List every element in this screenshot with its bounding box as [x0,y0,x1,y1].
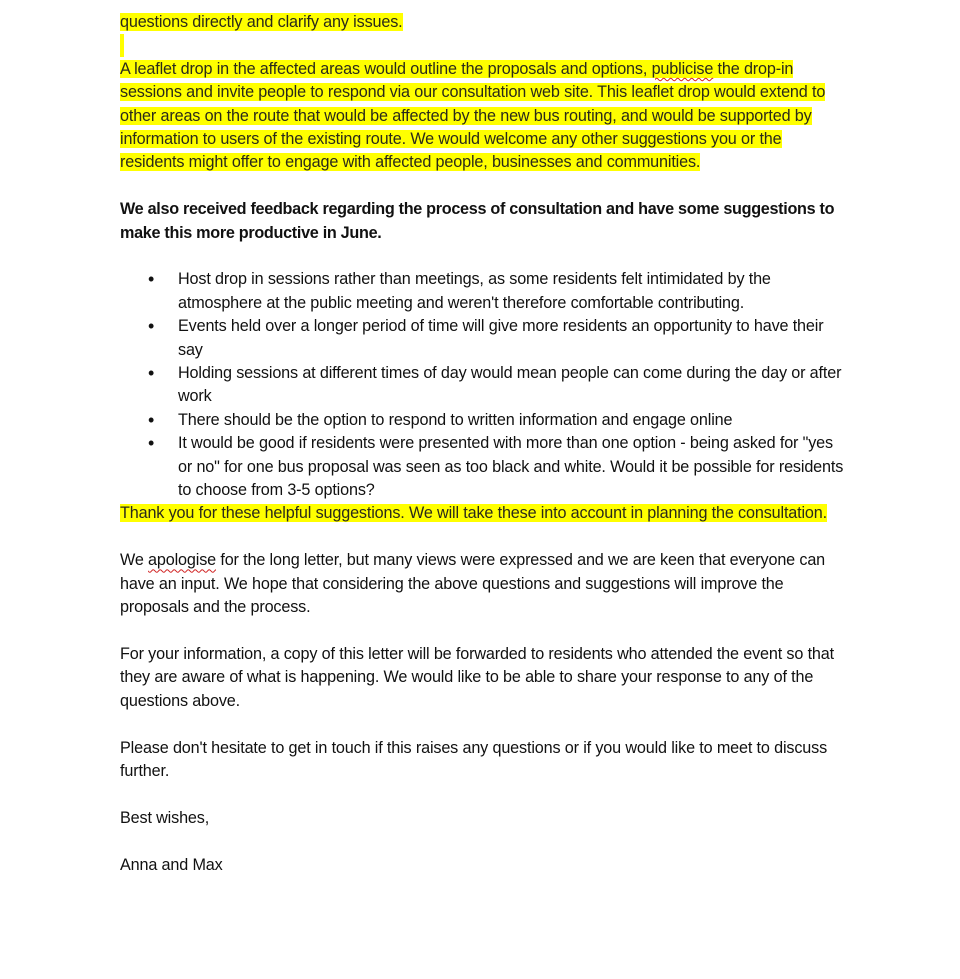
spellcheck-word[interactable]: apologise [148,551,216,570]
closing: Best wishes, [120,808,210,827]
highlight-mark [120,34,124,57]
highlighted-text: Thank you for these helpful suggestions. We will take these into account in planning the consultation. [120,504,827,523]
paragraph-information: For your information, a copy of this letter will be forwarded to residents who attended the event so that they are aware of what is happening. We would like to be able to share your response to any of the questions above. [120,644,834,710]
list-item: • It would be good if residents were presented with more than one option - being asked for "yes or no" for one bus proposal was seen as too black and white. Would it be possible for residents to choose from 3-5 options? [120,432,850,502]
list-item: • Events held over a longer period of time will give more residents an opportunity to have their say [120,315,850,362]
signature: Anna and Max [120,855,223,874]
paragraph-reply [120,502,850,525]
list-item: • There should be the option to respond to written information and engage online [120,409,850,432]
highlighted-text: A leaflet drop in the affected areas would outline the proposals and options, publicise the drop-in sessions and invite people to respond via our consultation web site. This leaflet drop would extend to other areas on the route that would be affected by the new bus routing, and would be supported by information to users of the existing route. We would welcome any other suggestions you or the residents might offer to engage with affected people, businesses and communities. [120,59,826,172]
paragraph-leaflet [120,58,850,175]
list-item: • Holding sessions at different times of day would mean people can come during the day or after work [120,362,850,409]
suggestion-list [120,268,850,502]
highlighted-text: questions directly and clarify any issues. [120,13,403,31]
spellcheck-word[interactable]: publicise [651,59,714,78]
blank-line [120,34,850,57]
letter-page [120,11,850,877]
paragraph-apology: We apologise for the long letter, but many views were expressed and we are keen that everyone can have an input. We hope that considering the above questions and suggestions will improve the proposals and the process. [120,551,826,617]
paragraph-contact: Please don't hesitate to get in touch if this raises any questions or if you would like to meet to discuss further. [120,738,828,780]
list-item: • Host drop in sessions rather than meetings, as some residents felt intimidated by the atmosphere at the public meeting and weren't therefore comfortable contributing. [120,268,850,315]
feedback-heading: We also received feedback regarding the process of consultation and have some suggestions to make this more productive in June. [120,200,835,242]
paragraph-clarify [120,11,850,34]
